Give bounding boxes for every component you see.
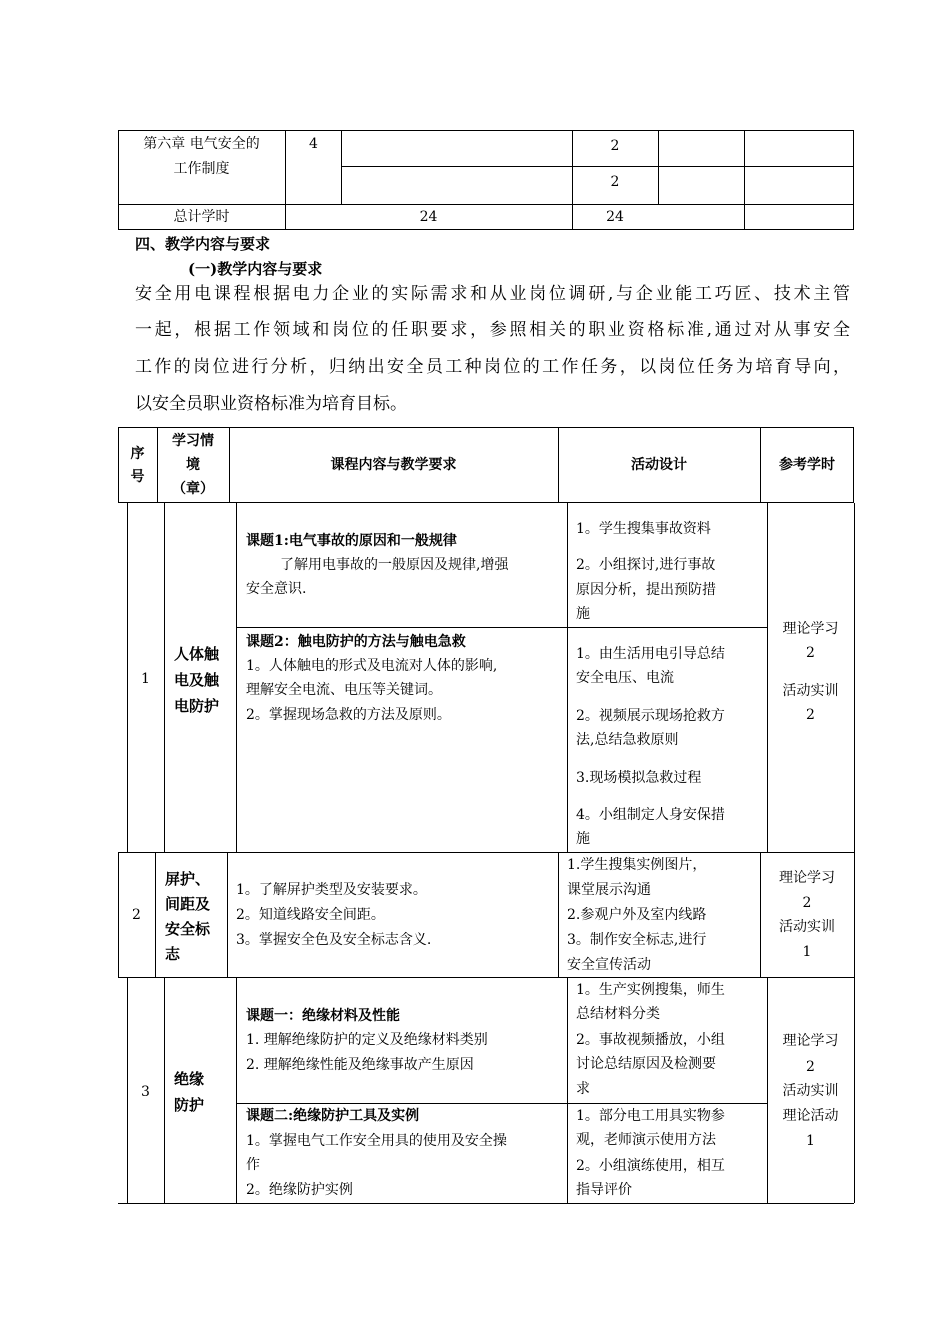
grid-line [164, 977, 165, 1203]
row-context: 安全标 [165, 920, 211, 938]
activity-line: 1。部分电工用具实物参 [576, 1108, 725, 1124]
activity-line: 1。由生活用电引导总结 [576, 646, 725, 662]
topic-title: 课题1:电气事故的原因和一般规律 [246, 533, 457, 549]
topic-body: 作 [246, 1157, 260, 1173]
grid-line [767, 503, 768, 852]
topic-body: 2. 理解绝缘性能及绝缘事故产生原因 [246, 1057, 474, 1073]
header-seq: 序 [130, 446, 145, 462]
row-context: 防护 [174, 1096, 205, 1114]
activity-line: 安全宣传活动 [567, 957, 651, 973]
row-context: 电防护 [174, 697, 220, 715]
topic-body: 2。掌握现场急救的方法及原则。 [246, 707, 451, 723]
activity-line: 求 [576, 1081, 590, 1097]
chapter6-hours: 4 [309, 136, 318, 152]
row-context: 间距及 [165, 895, 211, 913]
activity-line: 4。小组制定人身安保措 [576, 807, 725, 823]
activity-line: 法,总结急救原则 [576, 732, 679, 748]
activity-line: 讨论总结原因及检测要 [576, 1056, 716, 1072]
activity-line: 2。事故视频播放，小组 [576, 1032, 725, 1048]
row-hours: 1 [806, 1133, 815, 1149]
chapter6-label: 工作制度 [173, 161, 230, 177]
grid-line [567, 977, 568, 1203]
grid-line [854, 977, 855, 1203]
row-seq: 1 [141, 671, 150, 687]
topic-title: 课题一：绝缘材料及性能 [246, 1008, 400, 1024]
row-hours: 理论学习 [779, 870, 835, 886]
activity-line: 施 [576, 606, 590, 622]
row-hours: 2 [802, 895, 812, 911]
activity-line: 1。学生搜集事故资料 [576, 521, 711, 537]
row-hours: 活动实训 [782, 683, 839, 699]
grid-line [236, 627, 767, 628]
topic-title: 课题二:绝缘防护工具及实例 [246, 1108, 420, 1124]
header-context: （章） [172, 481, 214, 497]
grid-line [118, 852, 854, 853]
activity-line: 观，老师演示使用方法 [576, 1132, 716, 1148]
grid-line [854, 852, 855, 977]
total-hours-label: 总计学时 [173, 209, 230, 225]
grid-line [658, 130, 659, 205]
grid-line [744, 130, 745, 230]
topic-body: 1。了解屏护类型及安装要求。 [236, 882, 427, 898]
chapter6-subhours: 2 [610, 138, 620, 154]
header-context: 学习情 [172, 433, 214, 449]
grid-line [341, 130, 342, 205]
row-seq: 2 [132, 907, 141, 923]
activity-line: 3。制作安全标志,进行 [567, 932, 707, 948]
section-subheading: (一)教学内容与要求 [188, 260, 323, 278]
chapter6-label: 第六章 电气安全的 [143, 136, 260, 152]
grid-line [854, 503, 855, 852]
activity-line: 课堂展示沟通 [567, 882, 651, 898]
activity-line: 3.现场模拟急救过程 [576, 770, 702, 786]
row-context: 人体触 [174, 645, 220, 663]
grid-line [118, 204, 854, 205]
row-hours: 2 [806, 645, 815, 661]
total-hours-value: 24 [606, 209, 624, 225]
row-hours: 活动实训 [782, 1083, 839, 1099]
topic-body: 1。掌握电气工作安全用具的使用及安全操 [246, 1133, 507, 1149]
activity-line: 1.学生搜集实例图片， [567, 857, 707, 873]
topic-body: 2。知道线路安全间距。 [236, 907, 385, 923]
row-seq: 3 [141, 1084, 150, 1100]
row-context: 志 [165, 945, 181, 963]
activity-line: 2。小组探讨,进行事故 [576, 557, 716, 573]
header-activity: 活动设计 [631, 457, 687, 473]
grid-line [236, 1103, 767, 1104]
grid-line [236, 977, 237, 1203]
row-context: 屏护、 [165, 870, 211, 888]
activity-line: 安全电压、电流 [576, 670, 674, 686]
activity-line: 指导评价 [576, 1182, 632, 1198]
intro-paragraph-line: 安全用电课程根据电力企业的实际需求和从业岗位调研,与企业能工巧匠、技术主管 [135, 284, 850, 304]
intro-paragraph-line: 工作的岗位进行分析，归纳出安全员工种岗位的工作任务，以岗位任务为培育导向， [135, 357, 850, 377]
row-hours: 理论活动 [782, 1108, 839, 1124]
intro-paragraph-line: 以安全员职业资格标准为培育目标。 [135, 394, 407, 414]
grid-line [236, 503, 237, 852]
activity-line: 总结材料分类 [576, 1006, 660, 1022]
grid-line [164, 503, 165, 852]
row-context: 电及触 [174, 671, 220, 689]
total-hours-value: 24 [419, 209, 438, 225]
row-context: 绝缘 [174, 1070, 205, 1088]
topic-body: 安全意识. [246, 581, 307, 597]
grid-line [567, 503, 568, 852]
grid-line [341, 166, 854, 167]
header-seq: 号 [130, 469, 145, 485]
row-hours: 理论学习 [782, 1033, 839, 1049]
header-hours: 参考学时 [779, 457, 835, 473]
topic-body: 2。绝缘防护实例 [246, 1182, 353, 1198]
activity-line: 2。小组演练使用，相互 [576, 1158, 725, 1174]
grid-line [227, 852, 228, 977]
row-hours: 理论学习 [782, 621, 839, 637]
grid-line [558, 852, 559, 977]
row-hours: 活动实训 [779, 919, 835, 935]
activity-line: 原因分析，提出预防措 [576, 582, 716, 598]
activity-line: 施 [576, 831, 590, 847]
topic-body: 了解用电事故的一般原因及规律,增强 [280, 557, 509, 573]
topic-title: 课题2：触电防护的方法与触电急救 [246, 634, 466, 650]
section-heading: 四、教学内容与要求 [135, 235, 271, 253]
row-hours: 1 [802, 944, 812, 960]
intro-paragraph-line: 一起，根据工作领域和岗位的任职要求，参照相关的职业资格标准,通过对从事安全 [135, 320, 850, 340]
row-hours: 2 [806, 1059, 815, 1075]
grid-line [118, 977, 854, 978]
activity-line: 2.参观户外及室内线路 [567, 907, 707, 923]
topic-body: 1. 理解绝缘防护的定义及绝缘材料类别 [246, 1032, 488, 1048]
topic-body: 1。人体触电的形式及电流对人体的影响, [246, 658, 498, 674]
grid-line [155, 852, 156, 977]
row-hours: 2 [806, 707, 815, 723]
chapter6-subhours: 2 [610, 174, 620, 190]
topic-body: 3。掌握安全色及安全标志含义. [236, 932, 432, 948]
activity-line: 2。视频展示现场抢救方 [576, 708, 725, 724]
grid-line [118, 1203, 854, 1204]
topic-body: 理解安全电流、电压等关键词。 [246, 682, 442, 698]
header-content: 课程内容与教学要求 [330, 457, 457, 473]
header-context: 境 [186, 457, 200, 473]
activity-line: 1。生产实例搜集，师生 [576, 982, 725, 998]
